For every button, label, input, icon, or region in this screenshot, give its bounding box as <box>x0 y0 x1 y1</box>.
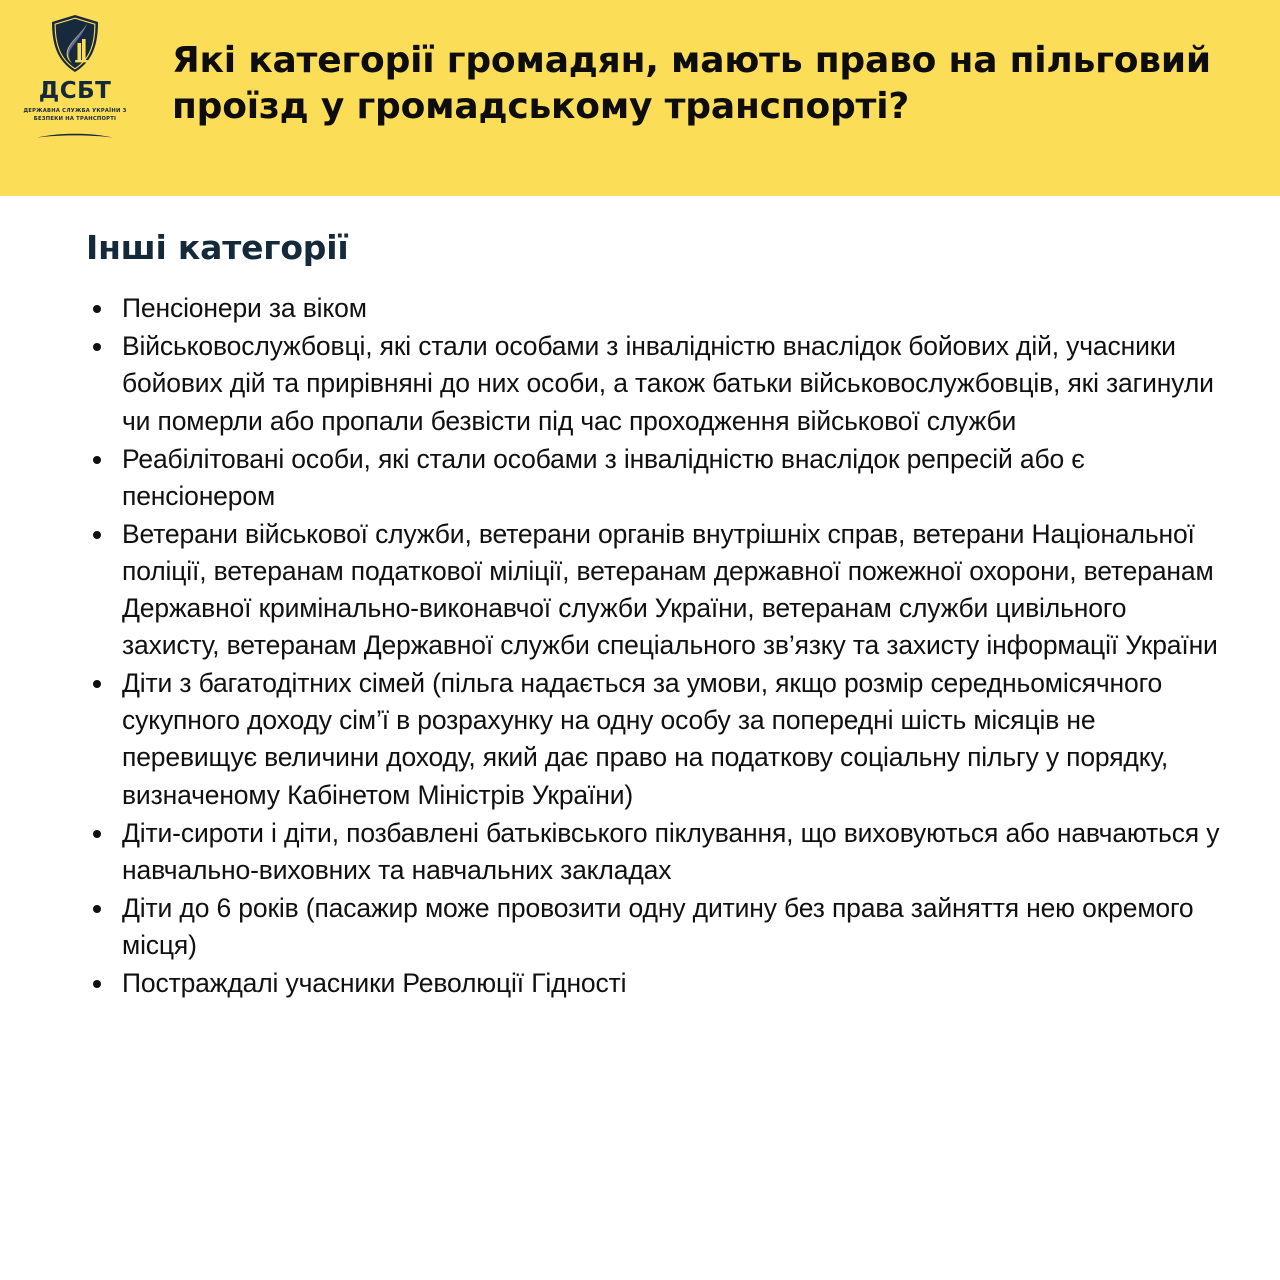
bullet-icon <box>93 531 101 539</box>
bullet-icon <box>93 905 101 913</box>
bullet-icon <box>93 980 101 988</box>
list-item <box>86 441 1222 515</box>
main-content <box>0 196 1280 1002</box>
list-item-label: Діти до 6 років (пасажир може провозити одну дитину без права зайняття нею окремого місця) <box>122 892 1194 960</box>
list-item-label: Діти-сироти і діти, позбавлені батьківського піклування, що виховуються або навчаються у навчально-виховних та навчальних закладах <box>122 817 1220 885</box>
list-item-label: Діти з багатодітних сімей (пільга надається за умови, якщо розмір середньомісячного сукупного доходу сім’ї в розрахунку на одну особу за попередні шість місяців не перевищує величини доходу, який дає право на податкову соціальну пільгу у порядку, визначеному Кабінетом Міністрів України) <box>122 668 1169 810</box>
bullet-icon <box>93 456 101 464</box>
bullet-icon <box>93 343 101 351</box>
list-item <box>86 890 1222 964</box>
list-item-label: Реабілітовані особи, які стали особами з інвалідністю внаслідок репресій або є пенсіонером <box>122 443 1085 511</box>
organization-logo <box>0 0 150 139</box>
list-item <box>86 665 1222 813</box>
logo-abbreviation: ДСБТ <box>38 78 112 104</box>
section-heading: Інші категорії <box>86 228 349 267</box>
category-list <box>86 290 1222 1002</box>
bullet-icon <box>93 305 101 313</box>
list-item <box>86 516 1222 664</box>
list-item-label: Пенсіонери за віком <box>122 293 367 324</box>
swoosh-icon <box>36 132 114 139</box>
list-item <box>86 815 1222 889</box>
list-item <box>86 290 1222 327</box>
shield-icon <box>50 14 100 74</box>
bullet-icon <box>93 830 101 838</box>
list-item <box>86 328 1222 439</box>
list-item-label: Військовослужбовці, які стали особами з інвалідністю внаслідок бойових дій, учасники бойових дій та прирівняні до них особи, а також батьки військовослужбовців, які загинули чи померли або пропали безвісти під час проходження військової служби <box>122 331 1214 436</box>
list-item-label: Постраждалі учасники Революції Гідності <box>122 967 627 998</box>
list-item <box>86 965 1222 1002</box>
bullet-icon <box>93 680 101 688</box>
list-item-label: Ветерани військової служби, ветерани органів внутрішніх справ, ветерани Національної поліції, ветеранам податкової міліції, ветеранам державної пожежної охорони, ветеранам Державної кримінально-виконавчої служби України, ветеранам служби цивільного захисту, ветеранам Державної служби спеціального зв’язку та захисту інформації України <box>122 518 1218 661</box>
logo-full-name: ДЕРЖАВНА СЛУЖБА УКРАЇНИ З БЕЗПЕКИ НА ТРАНСПОРТІ <box>23 108 127 122</box>
page-title: Які категорії громадян, мають право на пільговий проїзд у громадському транспорті? <box>172 40 1211 128</box>
header-band <box>0 0 1280 196</box>
